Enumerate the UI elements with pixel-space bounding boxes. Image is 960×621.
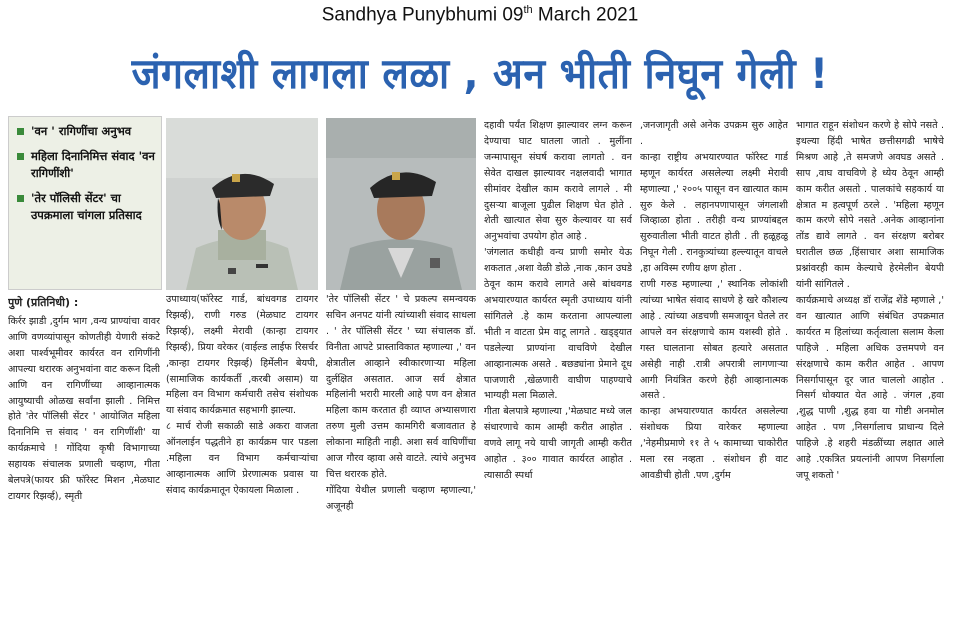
headline: जंगलाशी लागला लळा , अन भीती निघून गेली ! bbox=[131, 49, 829, 98]
source-line: Sandhya Punybhumi 09th March 2021 bbox=[321, 4, 639, 26]
article-column-4: दहावी पर्यंत शिक्षण झाल्यावर लग्न करून देण्याचा घाट घातला जातो . मुलींना जन्मापासून संघर्ष करावा लागतो . वन सेवेत दाखल झाल्यावर नक्षलवादी भागात सीमांवर देखील काम करावे लागले . मी दुसऱ्या बाजूला पुढील शिक्षण घेत होते . शेती खात्यात सेवा सुरु केल्यावर या सर्व अनुभवांचा उपयोग होत आहे . 'जंगलात कधीही वन्य प्राणी समोर येऊ शकतात ,अशा वेळी डोळे ,नाक ,कान उघडे ठेवून काम करावे लागते असे बांधवगड अभयारण्यात कार्यरत स्मृती उपाध्याय यांनी सांगितले .हे काम करताना आपल्याला भीती न वाटता प्रेम वाटू लागते . खड्ड्यात पडलेल्या प्राण्यांना वाचविणे देखील आव्हानात्मक असते . बछड्यांना प्रेमाने दूध पाजणारी ,खेळणारी वाघीण पाहण्याचे भाग्यही मला मिळाले. गीता बेलपात्रे म्हणाल्या ,'मेळघाट मध्ये जल संधारणाचे काम आम्ही करीत आहोत . वणवे लागू नये याची जागृती आम्ही करीत आहोत . ३०० गावात कार्यरत आहोत . त्यासाठी स्पर्धा bbox=[484, 120, 632, 481]
highlight-item: 'तेर पॉलिसी सेंटर' चा उपक्रमाला चांगला प्रतिसाद bbox=[15, 190, 155, 224]
highlights-list bbox=[9, 123, 161, 224]
highlights-box bbox=[8, 116, 162, 290]
article-column-1: किर्रर झाडी ,दुर्गम भाग ,वन्य प्राण्यांचा वावर आणि वणव्यांपासून कोणतीही येणारी संकटे अशा पार्श्वभूमीवर कार्यरत वन रागिणींनी आपल्या थरारक अनुभवांना वाट करून दिली आणि वन रागिणींच्या आव्हानात्मक आयुष्याची ओळख सर्वांना झाली . निमित्त होते 'तेर पॉलिसी सेंटर ' आयोजित महिला दिनानिमि त्त संवाद ' वन रागिणींशी' या कार्यक्रमाचे ! गोंदिया कृषी विभागाच्या सहायक संचालक प्रणाली चव्हाण, गीता बेलपत्रे(फायर फ्री फॉरेस्ट मिशन ,मेळघाट टायगर रिझर्व्ह), स्मृती bbox=[8, 316, 160, 502]
article-column-3: 'तेर पॉलिसी सेंटर ' चे प्रकल्प समन्वयक सचिन अनपट यांनी त्यांच्याशी संवाद साधला . ' तेर पॉलिसी सेंटर ' च्या संचालक डॉ. विनीता आपटे प्रास्ताविकात म्हणाल्या ,' वन क्षेत्रातील आव्हाने स्वीकारणाऱ्या महिला दुर्लक्षित असतात. आज सर्व क्षेत्रात महिलांनी भरारी मारली आहे पण वन क्षेत्रात महिला काम करतात ही व्याप्त अभ्यासणारा तरुण मुली उत्तम कामगिरी बजावतात हे लोकाना माहिती नाही. अशा सर्व वाघिणींचा आज गौरव व्हावा असे वाटते. त्यांचे अनुभव चित्त थरारक होते. गोंदिया येथील प्रणाली चव्हाण म्हणाल्या,' अजूनही bbox=[326, 294, 476, 512]
article-column-2: उपाध्याय(फॉरेस्ट गार्ड, बांधवगड टायगर रिझर्व्ह), राणी गरुड (मेळघाट टायगर रिझर्व्ह), लक्ष्मी मेरावी (कान्हा टायगर रिझर्व्ह), प्रिया वरेकर (वाईल्ड लाईफ रिसर्चर ,कान्हा टायगर रिझर्व्ह) हिर्मेलीन बेयपी, (सामाजिक कार्यकर्ती ,करबी असाम) या महिला वन विभाग कर्मचारी तसेच संशोधक या संवाद कार्यक्रमात सहभागी झाल्या. ८ मार्च रोजी सकाळी साडे अकरा वाजता ऑनलाईन पद्धतीने हा कार्यक्रम पार पडला .महिला वन विभाग कर्मचाऱ्यांचा आव्हानात्मक आणि प्रेरणात्मक प्रवास या संवाद कार्यक्रमातून ऐकायला मिळाला . bbox=[166, 294, 318, 496]
photo-forest-guard-1 bbox=[166, 118, 318, 290]
dateline: पुणे (प्रतिनिधी) : bbox=[8, 296, 79, 309]
article-column-6: भागात राहून संशोधन करणे हे सोपे नसते . इथल्या हिंदी भाषेत छत्तीसगढी भाषेचे मिश्रण आहे ,ते समजणे अवघड असते . साप ,वाघ वाचविणे हे ध्येय ठेवून आम्ही काम करीत असतो . पालकांचे सहकार्य या क्षेत्रात म हत्वपूर्ण ठरले . 'महिला म्हणून काम करणे सोपे नसते .अनेक आव्हानांना तोंड द्यावे लागते . वन संरक्षण बरोबर घरातील छळ ,हिंसाचार अशा सामाजिक प्रश्नांवरही काम केल्याचे हेरमेलीन बेयपी यांनी सांगितले . कार्यक्रमाचे अध्यक्ष डॉ राजेंद्र शेंडे म्हणाले ,' वन खात्यात आणि संबंधित उपक्रमात कार्यरत म हिलांच्या कर्तृत्वाला सलाम केला पाहिजे . महिला अधिक उत्तमपणे वन संरक्षणाचे काम करीत आहेत . आपण निसर्गापासून दूर जात चाललो आहोत . निसर्ग धोक्यात येत आहे . जंगल ,हवा ,शुद्ध पाणी ,शुद्ध हवा या गोष्टी अनमोल आहेत . पण ,निसर्गालाच प्राधान्य दिले पाहिजे .हे शहरी मंडळींच्या लक्षात आले आहे .एकत्रित प्रयत्नांनी आपण निसर्गाला जपू शकतो ' bbox=[796, 120, 944, 481]
photo-forest-guard-2 bbox=[326, 118, 476, 290]
highlight-item: 'वन ' रागिणींचा अनुभव bbox=[15, 123, 155, 140]
article-column-5: ,जनजागृती असे अनेक उपक्रम सुरु आहेत . कान्हा राष्ट्रीय अभयारण्यात फॉरेस्ट गार्ड म्हणून कार्यरत असलेल्या लक्ष्मी मेरावी म्हणाल्या ,' २००५ पासून वन खात्यात काम सुरु केले . लहानपणापासून जंगलाशी जिव्हाळा होता . तरीही वन्य प्राण्यांबद्दल सुरुवातीला भीती वाटत होती . ती हळूहळू निघून गेली . रानकुत्र्यांच्या हल्ल्यातून वाचले ,हा अविस्म रणीय क्षण होता . राणी गरुड म्हणाल्या ,' स्थानिक लोकांशी त्यांच्या भाषेत संवाद साधणे हे खरे कौशल्य आहे . त्यांच्या अडचणी समजावून घेतले तर आपले वन संरक्षणाचे काम यशस्वी होते . गस्त घालताना सोबत हत्यारे असतात असेही नाही .रात्री अपरात्री लागणाऱ्या आगी नियंत्रित करणे हेही आव्हानात्मक असते . कान्हा अभयारण्यात कार्यरत असलेल्या संशोधक प्रिया वारेकर म्हणाल्या ,'नेहमीप्रमाणे ११ ते ५ कामाच्या चाकोरीत मला रस नव्हता . संशोधन ही वाट आवडीची होती .पण ,दुर्गम bbox=[640, 120, 788, 481]
highlight-item: महिला दिनानिमित्त संवाद 'वन रागिणींशी' bbox=[15, 148, 155, 182]
